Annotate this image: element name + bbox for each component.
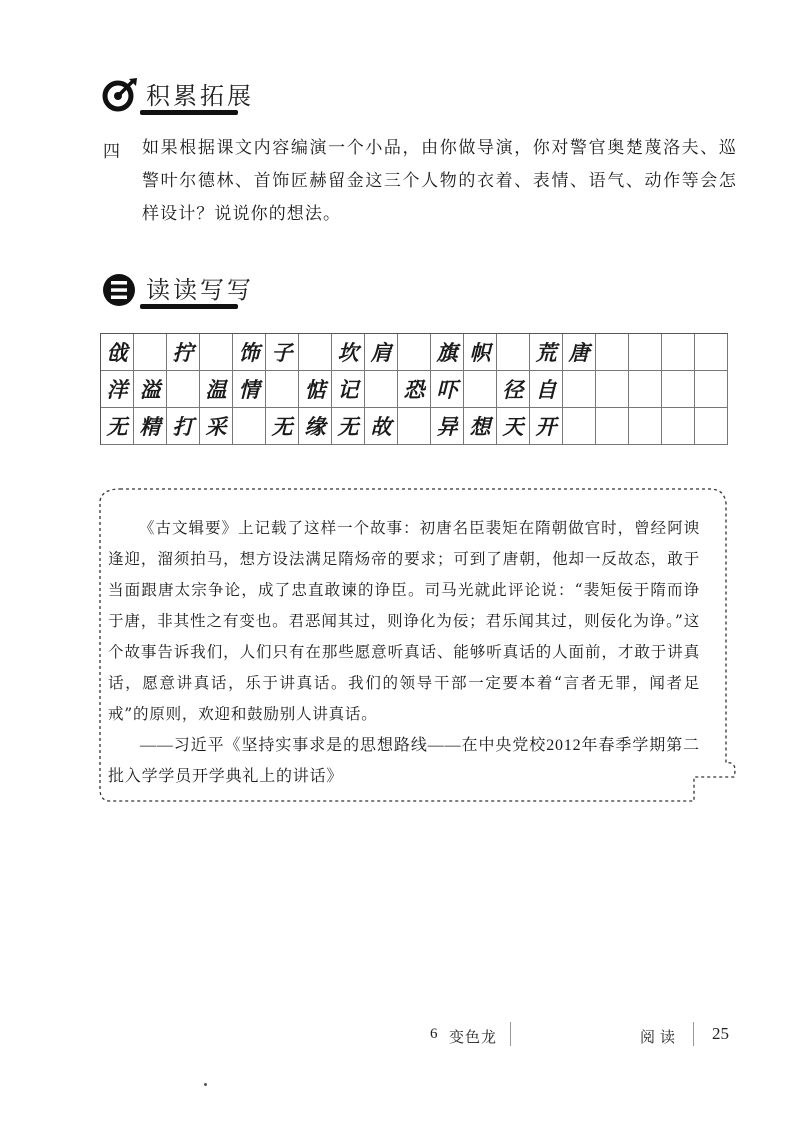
grid-cell: 饰 <box>233 334 266 371</box>
section-title-underline <box>140 110 238 115</box>
question-text: 如果根据课文内容编演一个小品，由你做导演，你对警官奥楚蔑洛夫、巡警叶尔德林、首饰匠赫留金这三个人物的衣着、表情、语气、动作等会怎样设计？说说你的想法。 <box>142 138 737 224</box>
grid-cell: 恐 <box>398 371 431 408</box>
grid-cell: 情 <box>233 371 266 408</box>
grid-cell <box>629 334 662 371</box>
print-dot <box>204 1083 207 1086</box>
grid-cell: 拧 <box>167 334 200 371</box>
grid-cell <box>629 371 662 408</box>
grid-cell: 子 <box>266 334 299 371</box>
grid-cell <box>398 408 431 445</box>
grid-cell <box>464 371 497 408</box>
footer-lesson-title: 变色龙 <box>449 1030 498 1046</box>
footer-unit: 阅读 <box>640 1030 681 1046</box>
grid-cell: 洋 <box>101 371 134 408</box>
grid-cell: 无 <box>332 408 365 445</box>
grid-cell: 采 <box>200 408 233 445</box>
grid-cell: 无 <box>101 408 134 445</box>
target-arrow-icon <box>102 77 138 113</box>
grid-cell <box>167 371 200 408</box>
grid-cell: 肩 <box>365 334 398 371</box>
grid-cell <box>233 408 266 445</box>
three-lines-circle-icon <box>101 272 137 308</box>
grid-cell: 精 <box>134 408 167 445</box>
grid-cell: 自 <box>530 371 563 408</box>
grid-cell: 天 <box>497 408 530 445</box>
footer-divider <box>510 1022 511 1046</box>
grid-cell <box>563 408 596 445</box>
grid-cell: 帜 <box>464 334 497 371</box>
grid-cell <box>695 334 728 371</box>
grid-cell: 开 <box>530 408 563 445</box>
section-title-underline <box>140 304 238 309</box>
note-paragraph: 《古文辑要》上记载了这样一个故事：初唐名臣裴矩在隋朝做官时，曾经阿谀逢迎，溜须拍马，想方设法满足隋炀帝的要求；可到了唐朝，他却一反故态，敢于当面跟唐太宗争论，成了忠直敢谏的诤臣。司马光就此评论说：“裴矩佞于隋而诤于唐，非其性之有变也。君恶闻其过，则诤化为佞；君乐闻其过，则佞化为诤。”这个故事告诉我们，人们只有在那些愿意听真话、能够听真话的人面前，才敢于讲真话，愿意讲真话，乐于讲真话。我们的领导干部一定要本着“言者无罪，闻者足戒”的原则，欢迎和鼓励别人讲真话。 <box>108 519 700 723</box>
note-content <box>108 513 700 792</box>
grid-cell <box>398 334 431 371</box>
grid-cell: 想 <box>464 408 497 445</box>
grid-cell: 旗 <box>431 334 464 371</box>
grid-cell: 荒 <box>530 334 563 371</box>
grid-cell <box>596 334 629 371</box>
grid-cell <box>497 334 530 371</box>
grid-cell <box>266 371 299 408</box>
grid-cell: 打 <box>167 408 200 445</box>
note-source: ——习近平《坚持实事求是的思想路线——在中央党校2012年春季学期第二批入学学员开学典礼上的讲话》 <box>108 737 700 785</box>
grid-cell: 温 <box>200 371 233 408</box>
section-title-accumulate: 积累拓展 <box>146 82 254 110</box>
grid-cell: 记 <box>332 371 365 408</box>
grid-cell <box>662 408 695 445</box>
grid-cell: 吓 <box>431 371 464 408</box>
grid-cell <box>134 334 167 371</box>
grid-cell: 惦 <box>299 371 332 408</box>
grid-cell <box>629 408 662 445</box>
grid-cell: 故 <box>365 408 398 445</box>
section-title-read-write: 读读写写 <box>146 276 254 304</box>
grid-cell: 坎 <box>332 334 365 371</box>
grid-cell: 唐 <box>563 334 596 371</box>
page-number: 25 <box>712 1024 729 1043</box>
question-number: 四 <box>103 142 120 162</box>
word-writing-grid <box>100 333 728 445</box>
grid-cell <box>563 371 596 408</box>
grid-cell <box>695 408 728 445</box>
grid-cell <box>662 334 695 371</box>
grid-cell <box>365 371 398 408</box>
grid-cell <box>299 334 332 371</box>
grid-cell: 径 <box>497 371 530 408</box>
footer-lesson-number: 6 <box>430 1026 438 1042</box>
footer-divider <box>693 1022 694 1046</box>
grid-cell <box>596 408 629 445</box>
grid-cell: 缘 <box>299 408 332 445</box>
grid-cell <box>596 371 629 408</box>
grid-cell: 溢 <box>134 371 167 408</box>
grid-cell <box>662 371 695 408</box>
grid-cell: 异 <box>431 408 464 445</box>
grid-cell <box>695 371 728 408</box>
grid-cell: 无 <box>266 408 299 445</box>
grid-cell <box>200 334 233 371</box>
grid-cell: 戗 <box>101 334 134 371</box>
